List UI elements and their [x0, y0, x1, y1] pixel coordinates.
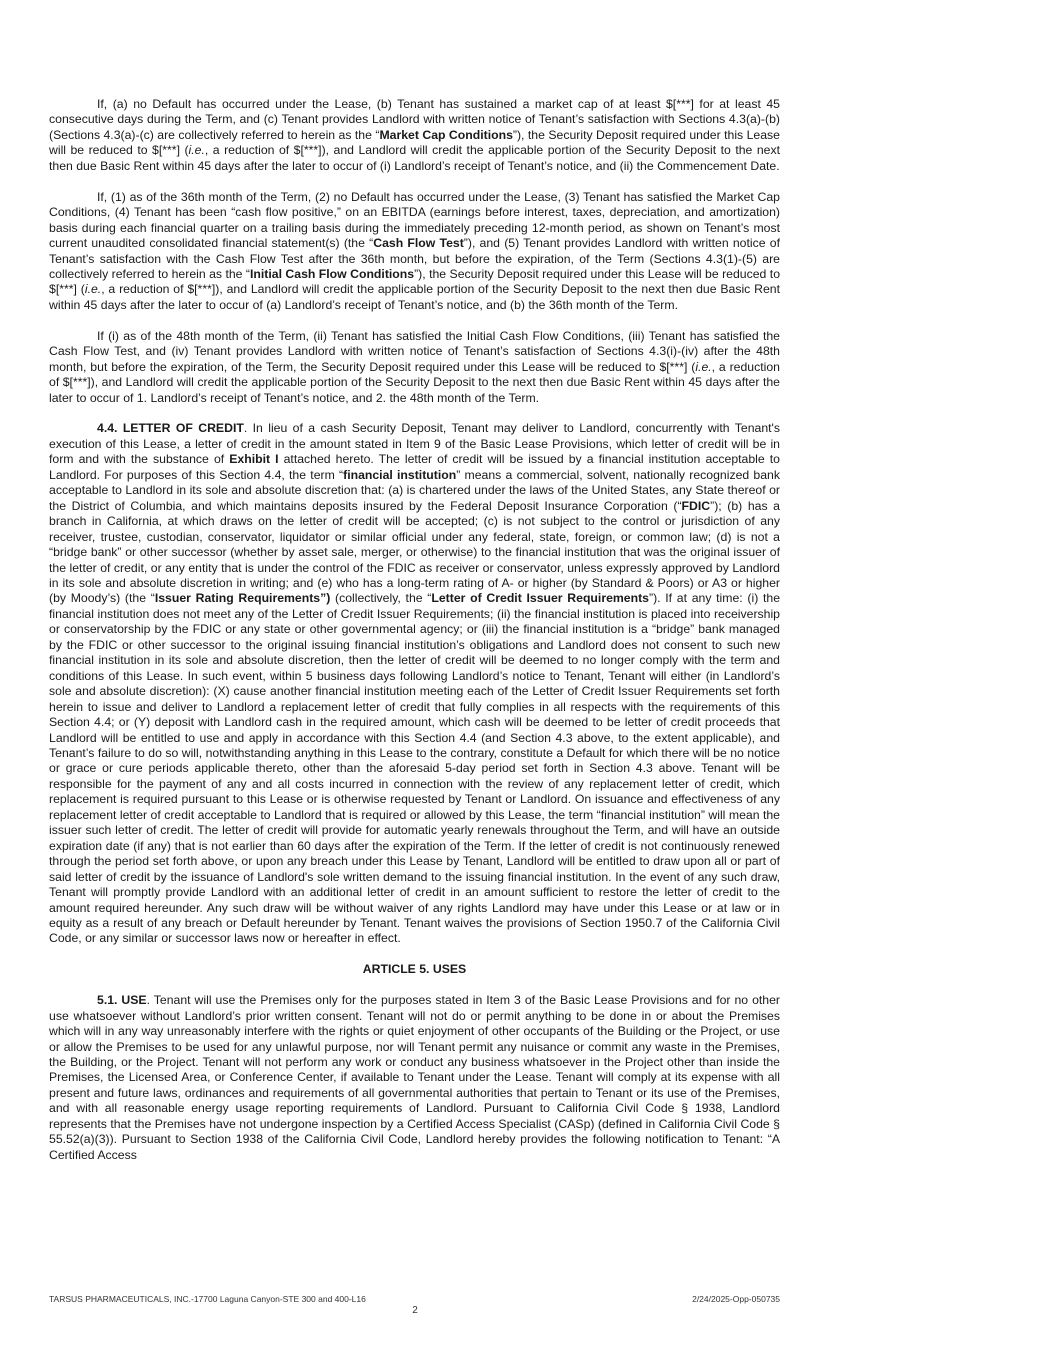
text-run: ”); (b) has a branch in California, at which draws on the letter of credit will be accepted; (c) is not subject to the control or jurisdiction of any receiver, trustee, custodian, conservator, liquidator or similar official under any federal, state, foreign, or common law; (d) is not a “bridge bank” or other successor (whether by asset sale, merger, or otherwise) to the financial institution that was the original issuer of the letter of credit, or any entity that is under the control of the FDIC as receiver or conservator, unless expressly approved by Landlord in its sole and absolute discretion in writing; and (e) who has a long-term rating of A- or higher (by Standard & Poors) or A3 or higher (by Moody’s) (the “ [49, 498, 780, 606]
bold-term: Initial Cash Flow Conditions [250, 266, 415, 281]
bold-term: FDIC [681, 498, 711, 513]
page-number: 2 [412, 1305, 418, 1316]
text-run: ”), the Security Deposit required under this Lease will be reduced to $[***] ( [49, 127, 780, 158]
paragraph-use [49, 993, 780, 1163]
text-run: If, (a) no Default has occurred under the Lease, (b) Tenant has sustained a market cap of at least $[***] for at least 45 consecutive days during the Term, and (c) Tenant provides Landlord with written notice of Tenant’s satisfaction with Sections 4.3(a)-(b) (Sections 4.3(a)-(c) are collectively referred to herein as the “ [49, 97, 780, 142]
paragraph-letter-of-credit [49, 421, 780, 946]
paragraph-market-cap [49, 97, 780, 174]
text-run: , a reduction of $[***]), and Landlord will credit the applicable portion of the Security Deposit to the next then due Basic Rent within 45 days after the later to occur of (a) Landlord’s receipt of Tenant’s notice, and (b) the 36th month of the Term. [49, 282, 781, 312]
document-page [49, 97, 780, 1179]
footer-right-text: 2/24/2025-Opp-050735 [692, 1294, 780, 1304]
text-run: . In lieu of a cash Security Deposit, Tenant may deliver to Landlord, concurrently with Tenant's execution of this Lease, a letter of credit in the amount stated in Item 9 of the Basic Lease Provisions, which letter of credit will be in form and with the substance of [49, 421, 781, 467]
text-run: ”), the Security Deposit required under this Lease will be reduced to $[***] ( [49, 266, 781, 297]
bold-term: 5.1. USE [97, 993, 147, 1008]
paragraph-cash-flow [49, 190, 780, 314]
footer-left-text: TARSUS PHARMACEUTICALS, INC.-17700 Laguna Canyon-STE 300 and 400-L16 [49, 1294, 366, 1304]
text-run: (collectively, the “ [330, 591, 432, 606]
paragraph-48th-month [49, 329, 780, 406]
bold-term: Exhibit I [229, 452, 279, 467]
text-run: If, (1) as of the 36th month of the Term, (2) no Default has occurred under the Lease, (3) Tenant has satisfied the Market Cap Conditions, (4) Tenant has been “cash flow positive,” on an EBITDA (earnings before interest, taxes, depreciation, and amortization) basis during each financial quarter on a trailing basis during the immediately preceding 12-month period, as shown on Tenant’s most current unaudited consolidated financial statement(s) (the “ [49, 189, 780, 251]
text-run: attached hereto. The letter of credit will be issued by a financial institution acceptable to Landlord. For purposes of this Section 4.4, the term “ [49, 452, 780, 482]
bold-term: financial institution [343, 467, 457, 482]
italic-term: i.e. [84, 282, 102, 297]
bold-term: Letter of Credit Issuer Requirements [431, 591, 649, 606]
text-run: . Tenant will use the Premises only for the purposes stated in Item 3 of the Basic Lease Provisions and for no other use whatsoever without Landlord’s prior written consent. Tenant will not do or permit anything to be done in or about the Premises which will in any way unreasonably interfere with the rights or quiet enjoyment of other occupants of the Building or the Project, or use or allow the Premises to be used for any unlawful purpose, nor will Tenant permit any nuisance or commit any waste in the Premises, the Building, or the Project. Tenant will not perform any work or conduct any business whatsoever in the Project other than inside the Premises, the Licensed Area, or Conference Center, if available to Tenant under the Lease. Tenant will comply at its expense with all present and future laws, ordinances and requirements of all governmental authorities that pertain to Tenant or its use of the Premises, and with all reasonable energy usage reporting requirements of Landlord. Pursuant to California Civil Code § 1938, Landlord represents that the Premises have not undergone inspection by a Certified Access Specialist (CASp) (defined in California Civil Code § 55.52(a)(3)). Pursuant to Section 1938 of the California Civil Code, Landlord hereby provides the following notification to Tenant: “A Certified Access [49, 993, 781, 1162]
italic-term: i.e. [695, 359, 712, 374]
bold-term: 4.4. LETTER OF CREDIT [97, 421, 244, 436]
text-run: If (i) as of the 48th month of the Term, (ii) Tenant has satisfied the Initial Cash Flow Conditions, (iii) Tenant has satisfied the Cash Flow Test, and (iv) Tenant provides Landlord with written notice of Tenant’s satisfaction of Sections 4.3(i)-(iv) after the 48th month, but before the expiration, of the Term, the Security Deposit required under this Lease will be reduced to $[***] ( [49, 328, 780, 374]
text-run: ”), and (5) Tenant provides Landlord with written notice of Tenant’s satisfaction with the Cash Flow Test after the 36th month, but before the expiration, of the Term (Sections 4.3(1)-(5) are collectively referred to herein as the “ [49, 236, 780, 281]
text-run: , a reduction of $[***]), and Landlord will credit the applicable portion of the Security Deposit to the next then due Basic Rent within 45 days after the later to occur of 1. Landlord’s receipt of Tenant’s notice, and 2. the 48th month of the Term. [49, 359, 780, 405]
bold-term: Issuer Rating Requirements”) [154, 591, 331, 606]
italic-term: i.e. [188, 143, 205, 158]
text-run: , a reduction of $[***]), and Landlord will credit the applicable portion of the Security Deposit to the next then due Basic Rent within 45 days after the later to occur of (i) Landlord’s receipt of Tenant’s notice, and (ii) the Commencement Date. [49, 143, 780, 173]
bold-term: Market Cap Conditions [379, 127, 513, 142]
text-run: ” means a commercial, solvent, nationally recognized bank acceptable to Landlord in its sole and absolute discretion that: (a) is chartered under the laws of the United States, any State thereof or the District of Columbia, and which maintains deposits insured by the Federal Deposit Insurance Corporation (“ [49, 467, 780, 513]
text-run: ”). If at any time: (i) the financial institution does not meet any of the Letter of Credit Issuer Requirements; (ii) the financial institution is placed into receivership or conservatorship by the FDIC or any state or other governmental agency; or (iii) the financial institution is a “bridge” bank managed by the FDIC or other successor to the original issuing financial institution’s obligations and Landlord does not consent to such new financial institution in its sole and absolute discretion, then the letter of credit will be deemed to no longer comply with the term and conditions of this Lease. In such event, within 5 business days following Landlord’s notice to Tenant, Tenant will either (in Landlord’s sole and absolute discretion): (X) cause another financial institution meeting each of the Letter of Credit Issuer Requirements set forth herein to issue and deliver to Landlord a replacement letter of credit that fully complies in all respects with the requirements of this Section 4.4; or (Y) deposit with Landlord cash in the required amount, which cash will be deemed to be letter of credit proceeds that Landlord will be entitled to use and apply in accordance with this Section 4.4 (and Section 4.3 above, to the extent applicable), and Tenant’s failure to do so will, notwithstanding anything in this Lease to the contrary, constitute a Default for which there will be no notice or grace or cure periods applicable thereto, other than the aforesaid 5-day period set forth in Section 4.3 above. Tenant will be responsible for the payment of any and all costs incurred in connection with the review of any replacement letter of credit, which replacement is required pursuant to this Lease or is otherwise requested by Tenant or Landlord. On issuance and effectiveness of any replacement letter of credit acceptable to Landlord that is required or allowed by this Lease, the term “financial institution” will mean the issuer such letter of credit. The letter of credit will provide for automatic yearly renewals throughout the Term, and will have an outside expiration date (if any) that is not earlier than 60 days after the expiration of the Term. If the letter of credit is not continuously renewed through the period set forth above, or upon any breach under this Lease by Tenant, Landlord will be entitled to draw upon all or part of said letter of credit by the issuance of Landlord's sole written demand to the issuing financial institution. In the event of any such draw, Tenant will promptly provide Landlord with an additional letter of credit in an amount sufficient to restore the letter of credit to the amount required hereunder. Any such draw will be without waiver of any rights Landlord may have under this Lease or at law or in equity as a result of any breach or Default hereunder by Tenant. Tenant waives the provisions of Section 1950.7 of the California Civil Code, or any similar or successor laws now or hereafter in effect. [49, 591, 781, 946]
bold-term: Cash Flow Test [373, 236, 464, 251]
article-heading: ARTICLE 5. USES [362, 962, 467, 977]
